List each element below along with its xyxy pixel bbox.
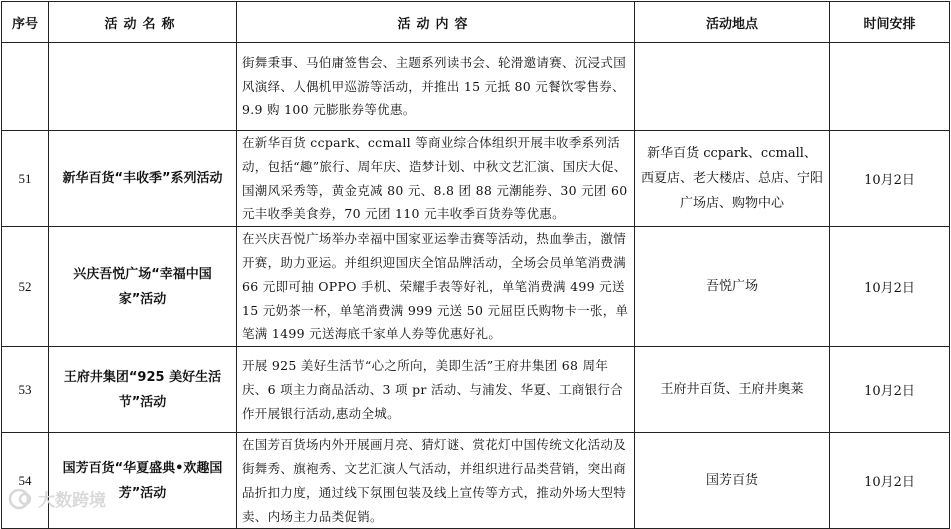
row-venue: 国芳百货 xyxy=(635,433,830,529)
row-name: 王府井集团“925 美好生活节”活动 xyxy=(49,347,237,433)
table-row xyxy=(2,131,950,227)
row-time: 10月2日 xyxy=(830,227,950,347)
row-time: 10月2日 xyxy=(830,347,950,433)
table-row xyxy=(2,433,950,529)
row-name xyxy=(49,43,237,131)
table-row xyxy=(2,43,950,131)
header-time: 时间安排 xyxy=(830,2,950,43)
row-venue: 新华百货 ccpark、ccmall、西夏店、老大楼店、总店、宁阳广场店、购物中心 xyxy=(635,131,830,227)
row-name: 兴庆吾悦广场“幸福中国家”活动 xyxy=(49,227,237,347)
watermark-text: 大数跨境 xyxy=(38,491,106,511)
row-content: 在国芳百货场内外开展画月亮、猜灯谜、赏花灯中国传统文化活动及街舞秀、旗袍秀、文艺汇演人气活动，并组织进行品类营销，突出商品折扣力度，通过线下氛围包装及线上宣传等方式，推动外场大型特卖、内场主力品类促销。 xyxy=(237,433,635,529)
row-time xyxy=(830,43,950,131)
activity-table xyxy=(1,1,950,529)
table-row xyxy=(2,347,950,433)
row-no: 54 xyxy=(2,433,49,529)
row-name: 新华百货“丰收季”系列活动 xyxy=(49,131,237,227)
table-row xyxy=(2,227,950,347)
row-time: 10月2日 xyxy=(830,433,950,529)
header-venue: 活动地点 xyxy=(635,2,830,43)
row-content: 街舞秉事、马伯庸签售会、主题系列读书会、轮滑邀请赛、沉浸式国风演绎、人偶机甲巡游等活动，并推出 15 元抵 80 元餐饮零售券、9.9 购 100 元膨胀券等优惠。 xyxy=(237,43,635,131)
row-no: 52 xyxy=(2,227,49,347)
header-content: 活动内容 xyxy=(237,2,635,43)
row-no xyxy=(2,43,49,131)
row-content: 在新华百货 ccpark、ccmall 等商业综合体组织开展丰收季系列活动，包括“趣”旅行、周年庆、造梦计划、中秋文艺汇演、国庆大促、国潮风采秀等，黄金克减 80 元、8.8 团 88 元潮能券、30 元团 60 元丰收季美食券，70 元团 110 元丰收季百货券等优惠。 xyxy=(237,131,635,227)
row-venue xyxy=(635,43,830,131)
row-no: 53 xyxy=(2,347,49,433)
row-no: 51 xyxy=(2,131,49,227)
header-no: 序号 xyxy=(2,2,49,43)
row-content: 开展 925 美好生活节“心之所向，美即生活”王府井集团 68 周年庆、6 项主力商品活动、3 项 pr 活动、与浦发、华夏、工商银行合作开展银行活动,惠动全城。 xyxy=(237,347,635,433)
row-content: 在兴庆吾悦广场举办幸福中国家亚运拳击赛等活动，热血拳击，激情开赛，助力亚运。并组织迎国庆全馆品牌活动，全场会员单笔消费满 66 元即可抽 OPPO 手机、荣耀手表等好礼，单笔消费满 499 元送 15 元奶茶一杯，单笔消费满 999 元送 50 元屈臣氏购物卡一张，单笔满 1499 元送海底千家单人券等优惠好礼。 xyxy=(237,227,635,347)
row-venue: 王府井百货、王府井奥莱 xyxy=(635,347,830,433)
row-time: 10月2日 xyxy=(830,131,950,227)
row-name: 国芳百货“华夏盛典•欢趣国芳”活动 xyxy=(49,433,237,529)
row-venue: 吾悦广场 xyxy=(635,227,830,347)
header-name: 活动名称 xyxy=(49,2,237,43)
table-header-row xyxy=(2,2,950,43)
